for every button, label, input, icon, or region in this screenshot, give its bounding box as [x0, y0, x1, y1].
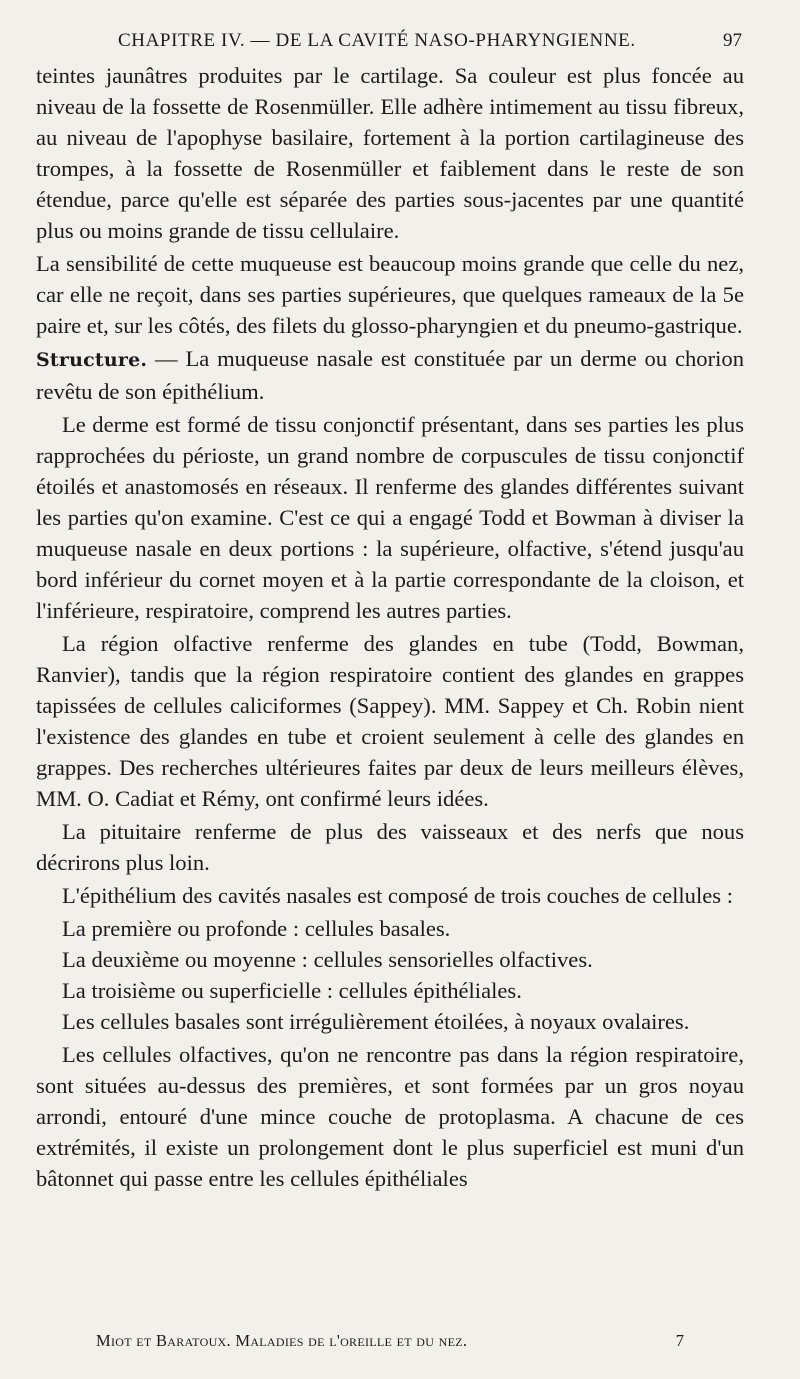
- paragraph: La pituitaire renferme de plus des vaisseaux et des nerfs que nous décrirons plus loin.: [36, 819, 744, 875]
- paragraph: teintes jaunâtres produites par le cartilage. Sa couleur est plus foncée au niveau de la fossette de Rosenmüller. Elle adhère intimement au tissu fibreux, au niveau de l'apophyse basilaire, fortement à la portion cartilagineuse des trompes, à la fossette de Rosenmüller et faiblement dans le reste de son étendue, parce qu'elle est séparée des parties sous-jacentes par une quantité plus ou moins grande de tissu cellulaire.: [36, 63, 744, 243]
- list-item: La deuxième ou moyenne : cellules sensorielles olfactives.: [62, 947, 593, 972]
- paragraph: Les cellules basales sont irrégulièrement étoilées, à noyaux ovalaires.: [62, 1009, 690, 1034]
- running-title: CHAPITRE IV. — DE LA CAVITÉ NASO-PHARYNGIENNE.: [118, 30, 636, 51]
- paragraph: La sensibilité de cette muqueuse est beaucoup moins grande que celle du nez, car elle ne reçoit, dans ses parties supérieures, que quelques rameaux de la 5e paire et, sur les côtés, des filets du glosso-pharyngien et du pneumo-gastrique.: [36, 251, 744, 338]
- footer-book-title: Miot et Baratoux. Maladies de l'oreille et du nez.: [96, 1331, 468, 1350]
- paragraph: La région olfactive renferme des glandes en tube (Todd, Bowman, Ranvier), tandis que la région respiratoire contient des glandes en grappes tapissées de cellules caliciformes (Sappey). MM. Sappey et Ch. Robin nient l'existence des glandes en tube et croient seulement à celle des glandes en grappes. Des recherches ultérieures faites par deux de leurs meilleurs élèves, MM. O. Cadiat et Rémy, ont confirmé leurs idées.: [36, 631, 744, 811]
- paragraph: Les cellules olfactives, qu'on ne rencontre pas dans la région respiratoire, sont situées au-dessus des premières, et sont formées par un gros noyau arrondi, entouré d'une mince couche de protoplasma. A chacune de ces extrémités, il existe un prolongement dont le plus superficiel est muni d'un bâtonnet qui passe entre les cellules épithéliales: [36, 1042, 744, 1191]
- paragraph-text: — La muqueuse nasale est constituée par un derme ou chorion revêtu de son épithélium.: [36, 346, 744, 404]
- signature-mark: 7: [675, 1331, 684, 1350]
- body-text: [36, 60, 744, 1196]
- page-number: 97: [723, 30, 742, 51]
- paragraph: L'épithélium des cavités nasales est composé de trois couches de cellules :: [62, 883, 734, 908]
- running-header: [0, 30, 800, 60]
- list-item: La troisième ou superficielle : cellules épithéliales.: [62, 978, 522, 1003]
- section-heading: Structure.: [36, 349, 148, 371]
- list-item: La première ou profonde : cellules basales.: [62, 916, 451, 941]
- paragraph: Le derme est formé de tissu conjonctif présentant, dans ses parties les plus rapprochées du périoste, un grand nombre de corpuscules de tissu conjonctif étoilés et anastomosés en réseaux. Il renferme des glandes différentes suivant les parties qu'on examine. C'est ce qui a engagé Todd et Bowman à diviser la muqueuse nasale en deux portions : la supérieure, olfactive, s'étend jusqu'au bord inférieur du cornet moyen et à la partie correspondante de la cloison, et l'inférieure, respiratoire, comprend les autres parties.: [36, 412, 744, 623]
- structure-paragraph: [36, 343, 744, 407]
